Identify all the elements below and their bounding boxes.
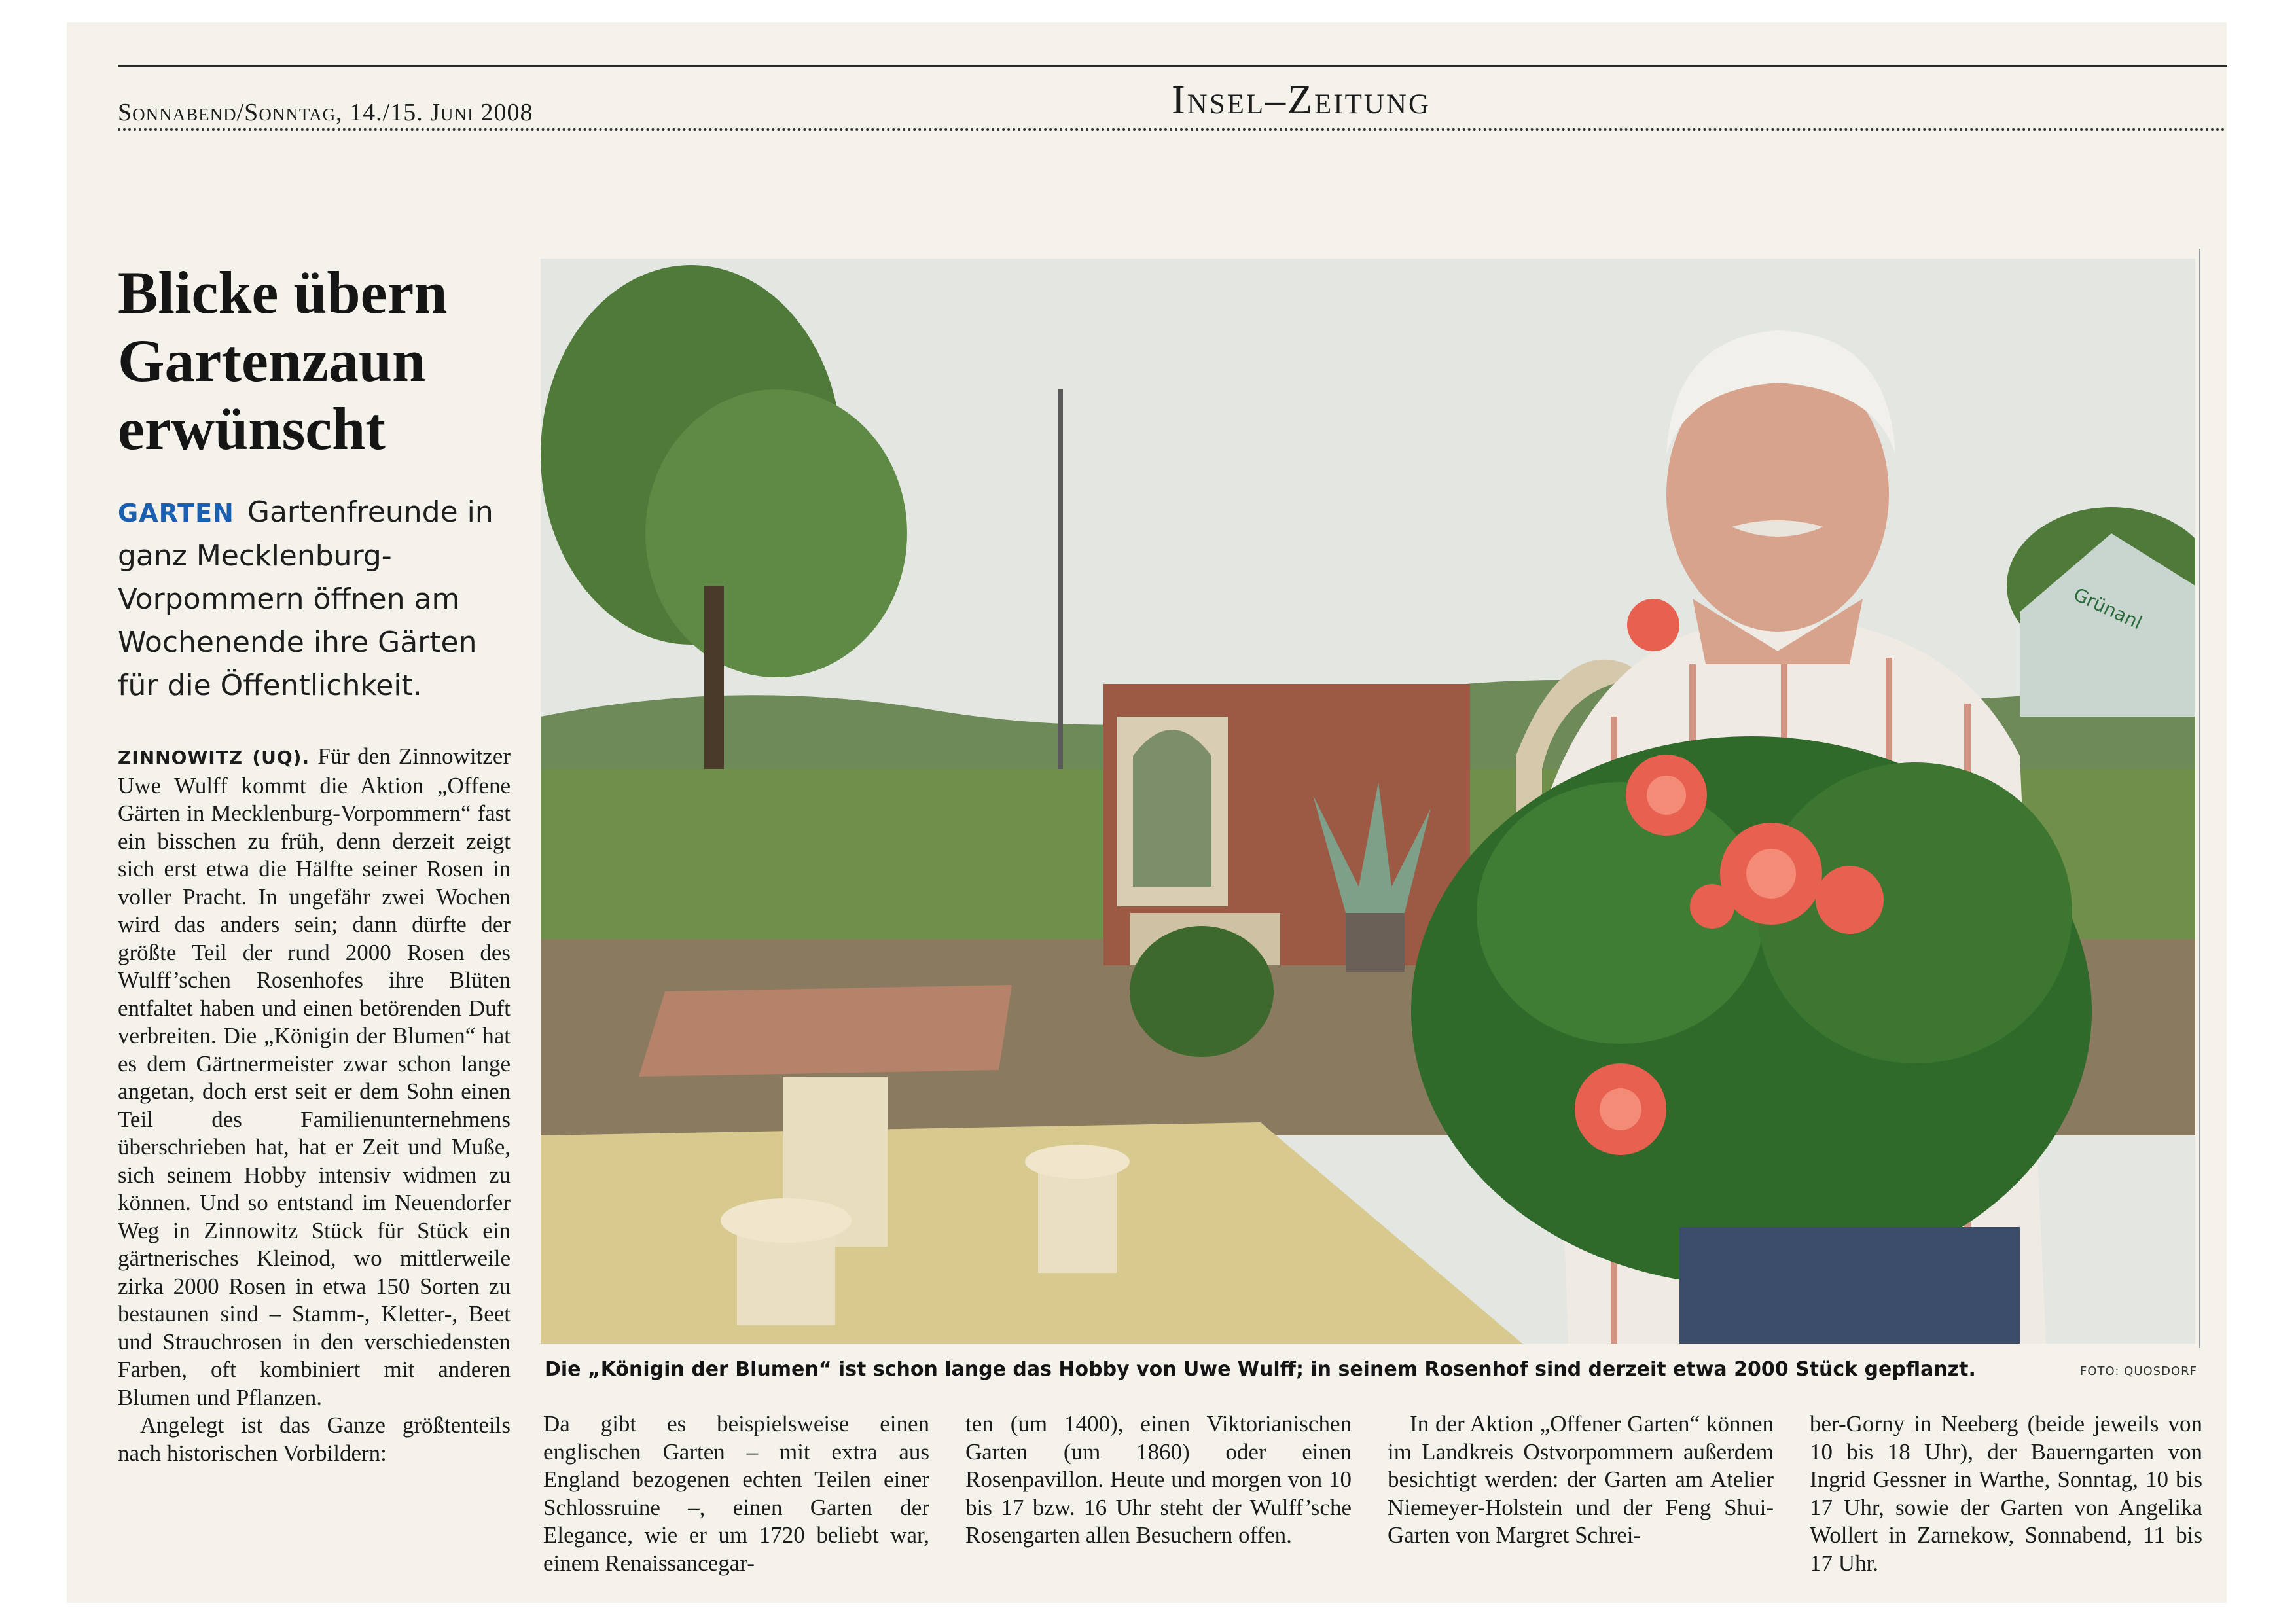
body-column-4	[1388, 1410, 1774, 1550]
body-text: ten (um 1400), einen Viktorianischen Garten (um 1860) oder einen Rosenpavillon. Heute und morgen von 10 bis 17 bzw. 16 Uhr steht der Wulff’sche Rosengarten allen Besuchern offen.	[965, 1411, 1352, 1548]
photo-illustration	[541, 259, 2195, 1344]
body-text: ber-Gorny in Neeberg (beide jeweils von 10 bis 18 Uhr), der Bauerngarten von Ingrid Gessner in Warthe, Sonntag, 10 bis 17 Uhr, sowie der Garten von Angelika Wollert in Zarnekow, Sonnabend, 11 bis 17 Uhr.	[1810, 1411, 2202, 1576]
body-text: Angelegt ist das Ganze größtenteils nach historischen Vorbildern:	[118, 1412, 511, 1466]
issue-date: Sonnabend/Sonntag, 14./15. Juni 2008	[118, 99, 533, 126]
photo-caption: Die „Königin der Blumen“ ist schon lange das Hobby von Uwe Wulff; in seinem Rosenhof sind derzeit etwa 2000 Stück gepflanzt.	[545, 1358, 1976, 1381]
body-column-3	[965, 1410, 1352, 1550]
lead-paragraph	[118, 491, 524, 707]
dotted-rule	[118, 128, 2227, 131]
photo-credit: FOTO: QUOSDORF	[2080, 1364, 2197, 1378]
body-text: In der Aktion „Offener Garten“ können im Landkreis Ostvorpommern außerdem besichtigt werden: der Garten am Atelier Niemeyer-Holstein und der Feng Shui-Garten von Margret Schrei-	[1388, 1411, 1774, 1548]
body-column-2	[543, 1410, 929, 1577]
greenhouse-sign: Grünanl	[2070, 583, 2145, 634]
masthead: Insel–Zeitung	[1172, 78, 1431, 122]
body-text: Für den Zinnowitzer Uwe Wulff kommt die Aktion „Offene Gärten in Mecklenburg-Vorpommern“ fast ein bisschen zu früh, denn derzeit zeigt sich erst etwa die Hälfte seiner Rosen in voller Pracht. In ungefähr zwei Wochen wird das anders sein; dann dürfte der größte Teil der rund 2000 Rosen des Wulff’schen Rosenhofes ihre Blüten entfaltet haben und einen betörenden Duft verbreiten. Die „Königin der Blumen“ hat es dem Gärtnermeister zwar schon lange angetan, doch erst seit er dem Sohn einen Teil des Familienunternehmens überschrieben hat, hat er Zeit und Muße, sich seinem Hobby intensiv widmen zu können. Und so entstand im Neuendorfer Weg in Zinnowitz Stück für Stück ein gärtnerisches Kleinod, wo mittlerweile zirka 2000 Rosen in etwa 150 Sorten zu bestaunen sind – Stamm-, Kletter-, Beet und Strauchrosen in den verschiedensten Farben, oft kombiniert mit anderen Blumen und Pflanzen.	[118, 743, 511, 1410]
kicker: GARTEN	[118, 499, 234, 527]
body-column-1	[118, 743, 511, 1587]
column-rule	[2199, 249, 2200, 1348]
lead-text: Gartenfreunde in ganz Mecklenburg-Vorpommern öffnen am Wochenende ihre Gärten für die Öffentlichkeit.	[118, 495, 493, 702]
body-text: Da gibt es beispielsweise einen englischen Garten – mit extra aus England bezogenen echten Teilen einer Schlossruine –, einen Garten der Elegance, wie er um 1720 beliebt war, einem Renaissancegar-	[543, 1411, 929, 1576]
headline: Blicke übern Gartenzaun erwünscht	[118, 259, 448, 462]
dateline: ZINNOWITZ (UQ).	[118, 747, 310, 768]
header-rule	[118, 65, 2227, 67]
body-column-5	[1810, 1410, 2202, 1577]
garden-photo	[541, 259, 2195, 1344]
